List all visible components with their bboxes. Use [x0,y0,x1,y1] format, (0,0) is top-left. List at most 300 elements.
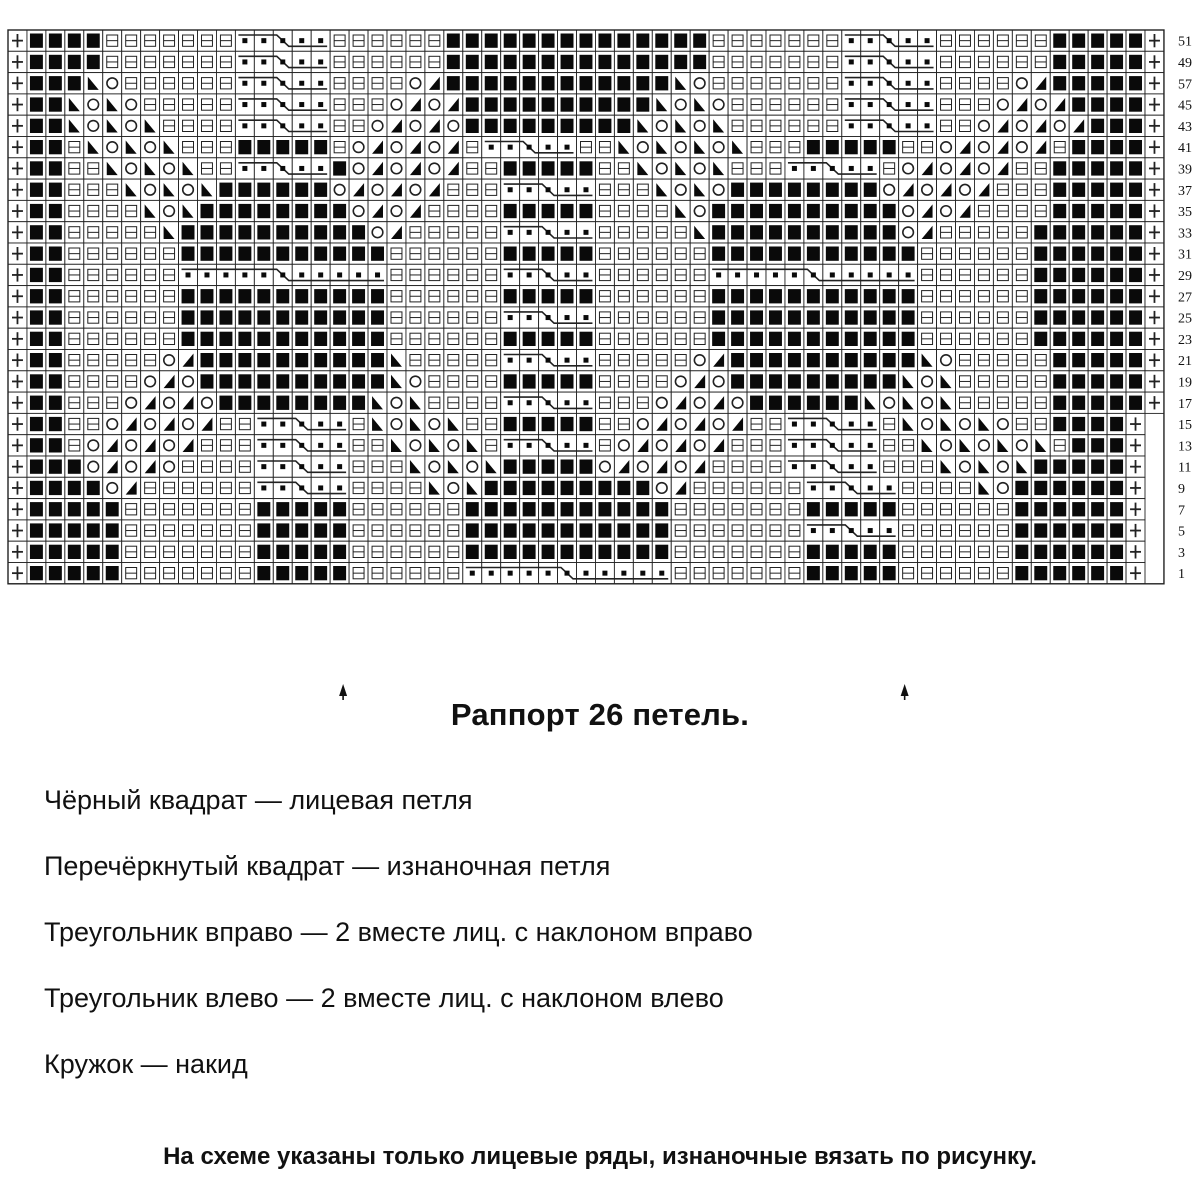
knit-symbol [864,502,877,516]
knit-symbol [257,140,270,154]
knit-symbol [314,247,327,261]
cable-dot [280,59,285,64]
chart-cell [387,94,406,115]
cable-dot [280,81,285,86]
knit-symbol [314,140,327,154]
knit-symbol [295,545,308,559]
knit-symbol [712,289,725,303]
chart-cell [880,179,899,200]
row-number: 31 [1177,247,1192,263]
knit-symbol [49,566,62,580]
cable-dot [299,166,304,171]
knit-symbol [276,502,289,516]
chart-cell [406,435,425,456]
knit-symbol [750,353,763,367]
knit-symbol [864,289,877,303]
chart-cell [444,477,463,498]
knit-symbol [333,332,346,346]
knit-symbol [1110,481,1123,495]
chart-cell [1031,137,1050,158]
cable-dot [527,400,532,405]
row-number: 23 [1177,332,1192,348]
cable-dot [849,166,854,171]
knit-symbol [219,374,232,388]
knit-symbol [30,247,43,261]
knit-symbol [1091,481,1104,495]
knit-symbol [636,481,649,495]
knit-symbol [49,438,62,452]
knit-symbol [504,119,517,133]
knit-symbol [30,502,43,516]
knit-symbol [276,183,289,197]
cable-dot [470,571,475,576]
knit-symbol [30,97,43,111]
knit-symbol [1091,183,1104,197]
cable-dot [868,528,873,533]
knit-symbol [49,289,62,303]
knit-symbol [636,545,649,559]
cable-dot [906,81,911,86]
chart-cell [406,413,425,434]
knit-symbol [1015,566,1028,580]
row-number: 3 [1177,545,1185,561]
knit-symbol [1034,545,1047,559]
cable-dot [868,59,873,64]
row-number: 13 [1177,439,1192,455]
cable-dot [868,422,873,427]
knit-symbol [276,225,289,239]
knit-symbol [902,289,915,303]
knit-symbol [68,481,81,495]
knit-symbol [1091,332,1104,346]
chart-cell [937,350,956,371]
knit-symbol [238,183,251,197]
chart-cell [425,456,444,477]
knit-symbol [807,502,820,516]
knit-symbol [485,545,498,559]
knit-symbol [295,523,308,537]
cable-dot [261,422,266,427]
cable-dot [318,272,323,277]
knit-symbol [333,523,346,537]
chart-cell [1012,137,1031,158]
row-number: 17 [1177,396,1192,412]
cable-dot [849,464,854,469]
cable-dot [299,102,304,107]
chart-cell [880,392,899,413]
knit-symbol [466,55,479,69]
chart-row [8,477,1145,498]
chart-cell [956,413,975,434]
knit-symbol [1110,417,1123,431]
chart-cell [690,200,709,221]
knit-symbol [1129,55,1142,69]
knit-symbol [788,225,801,239]
cable-dot [337,443,342,448]
chart-cell [671,435,690,456]
knit-symbol [201,289,214,303]
knit-symbol [1034,460,1047,474]
knit-symbol [1129,161,1142,175]
knit-symbol [182,310,195,324]
knit-symbol [1110,183,1123,197]
knit-symbol [580,204,593,218]
knit-symbol [333,310,346,324]
knit-symbol [276,396,289,410]
knit-symbol [257,289,270,303]
knit-symbol [523,545,536,559]
knit-symbol [1091,55,1104,69]
knit-symbol [542,481,555,495]
row-number: 51 [1177,34,1192,50]
knit-symbol [257,247,270,261]
knit-symbol [1091,502,1104,516]
knit-symbol [333,161,346,175]
chart-cell [709,94,728,115]
chart-cell [956,137,975,158]
knit-symbol [1072,183,1085,197]
knit-symbol [655,55,668,69]
cable-dot [261,123,266,128]
knit-symbol [68,55,81,69]
chart-row [8,307,1164,328]
knit-symbol [523,417,536,431]
cable-dot [337,422,342,427]
cable-dot [565,272,570,277]
knit-symbol [826,225,839,239]
chart-row [8,456,1145,477]
knit-symbol [731,289,744,303]
knit-symbol [30,55,43,69]
knit-symbol [523,97,536,111]
chart-cell [160,371,179,392]
cable-dot [849,38,854,43]
knit-symbol [295,502,308,516]
cable-dot [925,38,930,43]
knit-symbol [1129,310,1142,324]
chart-cell [349,200,368,221]
cable-dot [565,230,570,235]
knit-symbol [636,34,649,48]
cable-dot [318,422,323,427]
knit-symbol [257,183,270,197]
chart-cell [993,456,1012,477]
chart-cell [122,435,141,456]
cable-dot [906,123,911,128]
chart-row [8,350,1164,371]
cable-dot [280,123,285,128]
knit-symbol [276,332,289,346]
knit-symbol [731,204,744,218]
chart-cell [387,137,406,158]
knit-symbol [617,545,630,559]
knit-symbol [106,523,119,537]
knit-symbol [769,374,782,388]
cable-dot [565,315,570,320]
chart-row [8,115,1164,136]
knit-symbol [49,353,62,367]
chart-cell [122,115,141,136]
cable-dot [565,443,570,448]
cable-dot [868,464,873,469]
chart-cell [349,137,368,158]
chart-cell [444,435,463,456]
knit-symbol [731,247,744,261]
chart-cell [993,94,1012,115]
cable-dot [906,272,911,277]
knit-symbol [106,545,119,559]
cable-dot [849,528,854,533]
knit-symbol [295,353,308,367]
cable-dot [318,123,323,128]
knit-symbol [30,332,43,346]
knit-symbol [295,310,308,324]
chart-cell [671,477,690,498]
knit-symbol [504,523,517,537]
knit-symbol [731,374,744,388]
chart-cell [179,435,198,456]
knit-symbol [1053,55,1066,69]
cable-dot [242,272,247,277]
knit-symbol [542,502,555,516]
chart-cell [122,413,141,434]
knit-symbol [542,55,555,69]
knit-symbol [788,396,801,410]
chart-row [8,200,1164,221]
knit-symbol [1129,268,1142,282]
knit-symbol [1129,353,1142,367]
knit-symbol [466,545,479,559]
knit-symbol [655,34,668,48]
knit-symbol [845,225,858,239]
row-number: 1 [1177,567,1185,583]
knit-symbol [1091,417,1104,431]
knit-symbol [219,310,232,324]
knit-symbol [485,76,498,90]
chart-cell [690,350,709,371]
knit-symbol [769,353,782,367]
knit-symbol [49,502,62,516]
knit-symbol [788,374,801,388]
cable-dot [621,571,626,576]
knit-symbol [485,523,498,537]
knit-symbol [257,396,270,410]
knit-symbol [1129,119,1142,133]
chart-cell [1012,435,1031,456]
chart-cell [671,413,690,434]
cable-dot [261,102,266,107]
knit-symbol [1129,396,1142,410]
chart-cell [141,137,160,158]
knit-symbol [30,268,43,282]
row-number: 5 [1177,524,1185,540]
cable-dot [508,571,513,576]
knit-symbol [1053,353,1066,367]
knit-symbol [826,374,839,388]
knit-symbol [769,310,782,324]
cable-dot [849,59,854,64]
knit-symbol [49,417,62,431]
row-number: 27 [1177,290,1192,306]
row-number: 15 [1177,418,1192,434]
knit-symbol [845,140,858,154]
cable-dot [242,166,247,171]
knit-symbol [655,523,668,537]
knit-symbol [523,204,536,218]
chart-row [8,243,1164,264]
knit-symbol [1053,566,1066,580]
knit-symbol [182,225,195,239]
knit-symbol [1110,140,1123,154]
knit-symbol [371,353,384,367]
knit-symbol [1110,332,1123,346]
knit-symbol [674,34,687,48]
knit-symbol [1072,545,1085,559]
row-number: 21 [1177,354,1192,370]
knit-symbol [1110,204,1123,218]
knit-symbol [636,502,649,516]
knit-symbol [561,460,574,474]
knit-symbol [826,183,839,197]
chart-cell [179,392,198,413]
chart-cell [330,179,349,200]
knit-symbol [49,396,62,410]
chart-cell [899,413,918,434]
knit-symbol [49,481,62,495]
cable-dot [318,485,323,490]
symbol-legend [44,780,753,1110]
knit-symbol [1110,76,1123,90]
knit-symbol [1072,97,1085,111]
row-number: 45 [1177,98,1192,114]
knit-symbol [1129,289,1142,303]
knit-symbol [542,417,555,431]
knit-symbol [1091,225,1104,239]
knit-symbol [788,247,801,261]
knit-symbol [1110,353,1123,367]
knit-symbol [30,545,43,559]
cable-dot [792,166,797,171]
knit-symbol [580,289,593,303]
knit-symbol [257,204,270,218]
knit-symbol [1110,161,1123,175]
knit-symbol [276,545,289,559]
cable-dot [546,272,551,277]
knit-symbol [1110,55,1123,69]
chart-cell [937,158,956,179]
knit-symbol [87,566,100,580]
chart-cell [956,456,975,477]
knit-symbol [561,332,574,346]
chart-cell [84,115,103,136]
knit-symbol [1072,332,1085,346]
knit-symbol [371,310,384,324]
knit-symbol [1072,566,1085,580]
knit-symbol [883,353,896,367]
chart-cell [709,137,728,158]
cable-dot [299,59,304,64]
knit-symbol [826,566,839,580]
cable-dot [792,272,797,277]
knit-symbol [49,183,62,197]
knit-symbol [580,481,593,495]
knit-symbol [30,119,43,133]
knit-symbol [864,225,877,239]
chart-cell [671,94,690,115]
knit-symbol [276,523,289,537]
chart-cell [899,200,918,221]
chart-cell [406,392,425,413]
chart-cell [141,200,160,221]
knit-symbol [1091,566,1104,580]
knit-symbol [561,545,574,559]
chart-cell [974,477,993,498]
chart-row [8,328,1164,349]
cable-dot [261,443,266,448]
knit-symbol [561,247,574,261]
knit-symbol [1091,34,1104,48]
cable-dot [527,272,532,277]
cable-dot [906,38,911,43]
knit-symbol [883,545,896,559]
cable-dot [887,272,892,277]
chart-cell [709,413,728,434]
knit-symbol [1110,268,1123,282]
knit-symbol [504,332,517,346]
knit-symbol [30,183,43,197]
cable-dot [925,81,930,86]
knit-symbol [655,502,668,516]
cable-dot [186,272,191,277]
knit-symbol [1072,161,1085,175]
knit-symbol [485,55,498,69]
knit-symbol [1091,204,1104,218]
chart-row [8,563,1145,584]
chart-row [8,435,1145,456]
cable-dot [299,81,304,86]
cable-dot [508,358,513,363]
knit-symbol [598,55,611,69]
knit-symbol [523,247,536,261]
knit-symbol [826,204,839,218]
knit-symbol [219,247,232,261]
chart-cell [918,413,937,434]
chart-cell [425,413,444,434]
row-number: 11 [1177,460,1192,476]
knit-symbol [68,566,81,580]
row-number: 43 [1177,119,1192,135]
chart-cell [652,158,671,179]
knit-symbol [1072,310,1085,324]
cable-dot [887,81,892,86]
chart-cell [633,456,652,477]
knit-symbol [314,374,327,388]
knit-symbol [1072,247,1085,261]
legend-item-knit: Чёрный квадрат — лицевая петля [44,785,473,815]
chart-cell [918,392,937,413]
knit-symbol [201,332,214,346]
cable-dot [602,571,607,576]
knit-symbol [807,204,820,218]
knit-symbol [883,310,896,324]
knit-symbol [238,247,251,261]
knit-symbol [1053,204,1066,218]
chart-cell [198,179,217,200]
cable-dot [261,464,266,469]
cable-dot [830,166,835,171]
chart-cell [425,94,444,115]
knit-symbol [1053,76,1066,90]
